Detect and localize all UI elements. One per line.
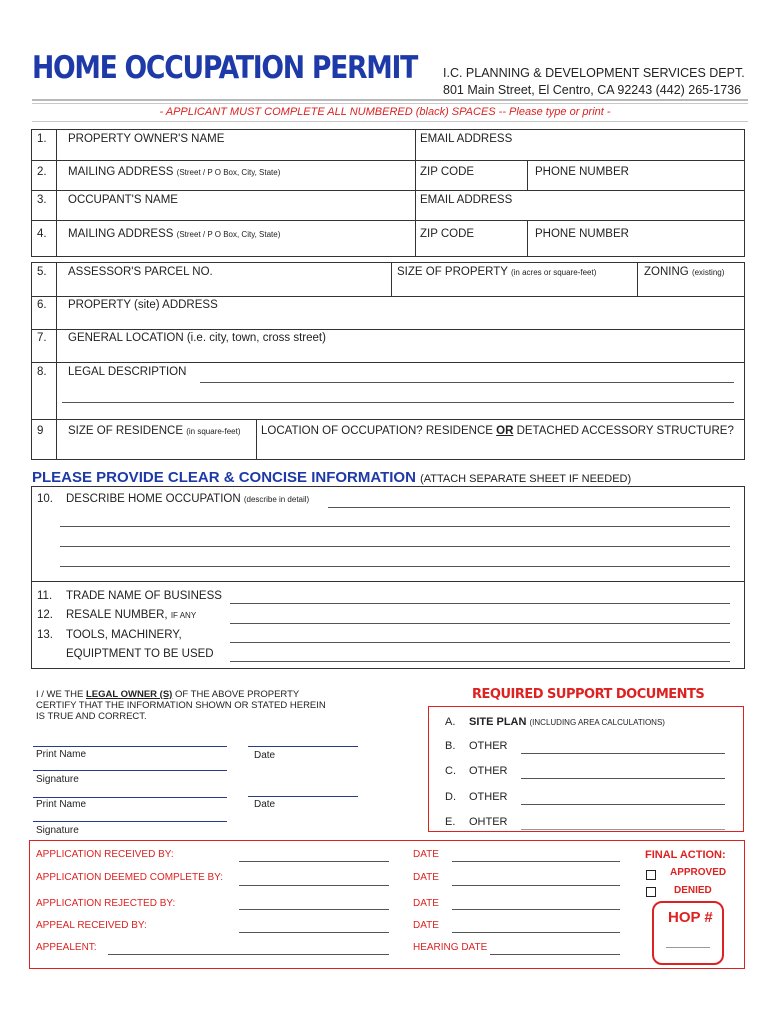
deemed-complete-label: APPLICATION DEEMED COMPLETE BY: [36, 872, 224, 883]
field-4-number: 4. [37, 228, 47, 240]
field-9-location-label: LOCATION OF OCCUPATION? RESIDENCE OR DETACHED ACCESSORY STRUCTURE? [261, 425, 734, 437]
field-2-label: MAILING ADDRESS (Street / P O Box, City, State) [68, 166, 281, 178]
field-7-label: GENERAL LOCATION (i.e. city, town, cross street) [68, 332, 326, 344]
doc-a-label: SITE PLAN (INCLUDING AREA CALCULATIONS) [469, 716, 665, 728]
department-name: I.C. PLANNING & DEVELOPMENT SERVICES DEPT. [443, 66, 745, 80]
occupation-description-line-4[interactable] [60, 566, 730, 567]
legal-description-line-2[interactable] [62, 402, 734, 403]
received-by-label: APPLICATION RECEIVED BY: [36, 849, 174, 860]
signature-1-line[interactable] [33, 770, 227, 771]
doc-e-letter: E. [445, 816, 456, 828]
owner-name-input[interactable] [58, 146, 413, 159]
section-heading: PLEASE PROVIDE CLEAR & CONCISE INFORMATION (ATTACH SEPARATE SHEET IF NEEDED) [32, 469, 632, 486]
signature-2-line[interactable] [33, 821, 227, 822]
denied-label: DENIED [674, 885, 712, 896]
certification-text: I / WE THE LEGAL OWNER (S) OF THE ABOVE PROPERTY CERTIFY THAT THE INFORMATION SHOWN OR STATED HEREIN IS TRUE AND CORRECT. [36, 689, 326, 722]
field-12-number: 12. [37, 609, 53, 621]
received-by-line[interactable] [239, 861, 389, 862]
property-table [31, 262, 745, 460]
print-name-2-label: Print Name [36, 799, 87, 810]
field-3-number: 3. [37, 194, 47, 206]
occupation-description-line-1[interactable] [328, 507, 730, 508]
rejected-by-label: APPLICATION REJECTED BY: [36, 898, 176, 909]
hop-number-line [666, 947, 710, 948]
denied-checkbox[interactable] [646, 887, 656, 897]
date-1-line[interactable] [248, 746, 358, 747]
form-title: HOME OCCUPATION PERMIT [32, 50, 417, 86]
final-action-label: FINAL ACTION: [645, 849, 726, 861]
field-2-zip-label: ZIP CODE [420, 166, 475, 178]
approved-checkbox[interactable] [646, 870, 656, 880]
date-rejected-label: DATE [413, 898, 439, 909]
doc-c-letter: C. [445, 765, 456, 777]
field-6-label: PROPERTY (site) ADDRESS [68, 299, 218, 311]
field-11-label: TRADE NAME OF BUSINESS [66, 590, 222, 602]
field-6-number: 6. [37, 299, 47, 311]
date-rejected-line[interactable] [452, 909, 620, 910]
field-11-number: 11. [37, 590, 53, 602]
approved-label: APPROVED [670, 867, 727, 878]
field-5-size-label: SIZE OF PROPERTY (in acres or square-feet) [397, 266, 597, 278]
doc-a-letter: A. [445, 716, 456, 728]
signature-1-label: Signature [36, 774, 79, 785]
appealent-line[interactable] [108, 954, 389, 955]
tools-line-1[interactable] [230, 642, 730, 643]
field-2-number: 2. [37, 166, 47, 178]
field-9-number: 9 [37, 425, 44, 437]
deemed-complete-line[interactable] [239, 885, 389, 886]
field-1-email-label: EMAIL ADDRESS [420, 133, 513, 145]
doc-b-letter: B. [445, 740, 456, 752]
field-4-label: MAILING ADDRESS (Street / P O Box, City, State) [68, 228, 281, 240]
appeal-received-label: APPEAL RECEIVED BY: [36, 920, 147, 931]
instruction-rule [32, 121, 748, 122]
owner-mailing-address-input[interactable] [58, 178, 413, 189]
date-received-line[interactable] [452, 861, 620, 862]
instructions: - APPLICANT MUST COMPLETE ALL NUMBERED (black) SPACES -- Please type or print - [159, 106, 611, 118]
hop-number-label: HOP # [668, 909, 713, 926]
date-complete-label: DATE [413, 872, 439, 883]
field-4-phone-label: PHONE NUMBER [535, 228, 629, 240]
hearing-date-label: HEARING DATE [413, 942, 488, 953]
field-7-number: 7. [37, 332, 47, 344]
doc-d-label: OTHER [469, 791, 508, 803]
date-complete-line[interactable] [452, 885, 620, 886]
print-name-2-line[interactable] [33, 797, 227, 798]
required-docs-heading: REQUIRED SUPPORT DOCUMENTS [472, 687, 705, 702]
doc-e-line[interactable] [521, 829, 725, 830]
date-appeal-label: DATE [413, 920, 439, 931]
owner-occupant-table [31, 129, 745, 257]
appealent-label: APPEALENT: [36, 942, 97, 953]
field-8-label: LEGAL DESCRIPTION [68, 366, 187, 378]
field-4-zip-label: ZIP CODE [420, 228, 475, 240]
occupation-description-line-3[interactable] [60, 546, 730, 547]
field-5-zoning-label: ZONING (existing) [644, 266, 725, 278]
header-rule-top [32, 99, 748, 101]
doc-d-letter: D. [445, 791, 456, 803]
required-docs-box [428, 706, 744, 832]
signature-2-label: Signature [36, 825, 79, 836]
date-received-label: DATE [413, 849, 439, 860]
print-name-1-line[interactable] [33, 746, 227, 747]
doc-b-line[interactable] [521, 753, 725, 754]
hop-number-box[interactable] [652, 901, 724, 965]
field-13-label: TOOLS, MACHINERY, [66, 629, 182, 641]
department-address: 801 Main Street, El Centro, CA 92243 (442) 265-1736 [443, 83, 742, 97]
field-10-label: DESCRIBE HOME OCCUPATION (describe in detail) [66, 493, 310, 505]
occupant-name-input[interactable] [58, 207, 413, 219]
hearing-date-line[interactable] [490, 954, 620, 955]
field-3-label: OCCUPANT'S NAME [68, 194, 178, 206]
field-9-label: SIZE OF RESIDENCE (in square-feet) [68, 425, 241, 437]
doc-c-line[interactable] [521, 778, 725, 779]
print-name-1-label: Print Name [36, 749, 87, 760]
date-2-label: Date [254, 799, 276, 810]
field-1-label: PROPERTY OWNER'S NAME [68, 133, 225, 145]
trade-name-line[interactable] [230, 603, 730, 604]
field-13-number: 13. [37, 629, 53, 641]
field-5-number: 5. [37, 266, 47, 278]
appeal-received-line[interactable] [239, 932, 389, 933]
doc-e-label: OHTER [469, 816, 508, 828]
doc-b-label: OTHER [469, 740, 508, 752]
doc-d-line[interactable] [521, 804, 725, 805]
resale-number-line[interactable] [230, 623, 730, 624]
date-2-line[interactable] [248, 796, 358, 797]
field-5-label: ASSESSOR'S PARCEL NO. [68, 266, 213, 278]
office-use-box [29, 840, 745, 969]
field-10-number: 10. [37, 493, 53, 505]
legal-description-line-1[interactable] [200, 382, 734, 383]
field-1-number: 1. [37, 133, 47, 145]
occupation-description-line-2[interactable] [60, 526, 730, 527]
date-1-label: Date [254, 750, 276, 761]
field-12-label: RESALE NUMBER, IF ANY [66, 609, 197, 621]
header-rule-bottom [32, 103, 748, 104]
field-3-email-label: EMAIL ADDRESS [420, 194, 513, 206]
doc-c-label: OTHER [469, 765, 508, 777]
owner-email-input[interactable] [418, 146, 743, 159]
field-2-phone-label: PHONE NUMBER [535, 166, 629, 178]
occupation-table [31, 486, 745, 669]
tools-line-2[interactable] [230, 661, 730, 662]
rejected-by-line[interactable] [239, 909, 389, 910]
field-8-number: 8. [37, 366, 47, 378]
date-appeal-line[interactable] [452, 932, 620, 933]
field-13-label-2: EQUIPTMENT TO BE USED [66, 648, 214, 660]
